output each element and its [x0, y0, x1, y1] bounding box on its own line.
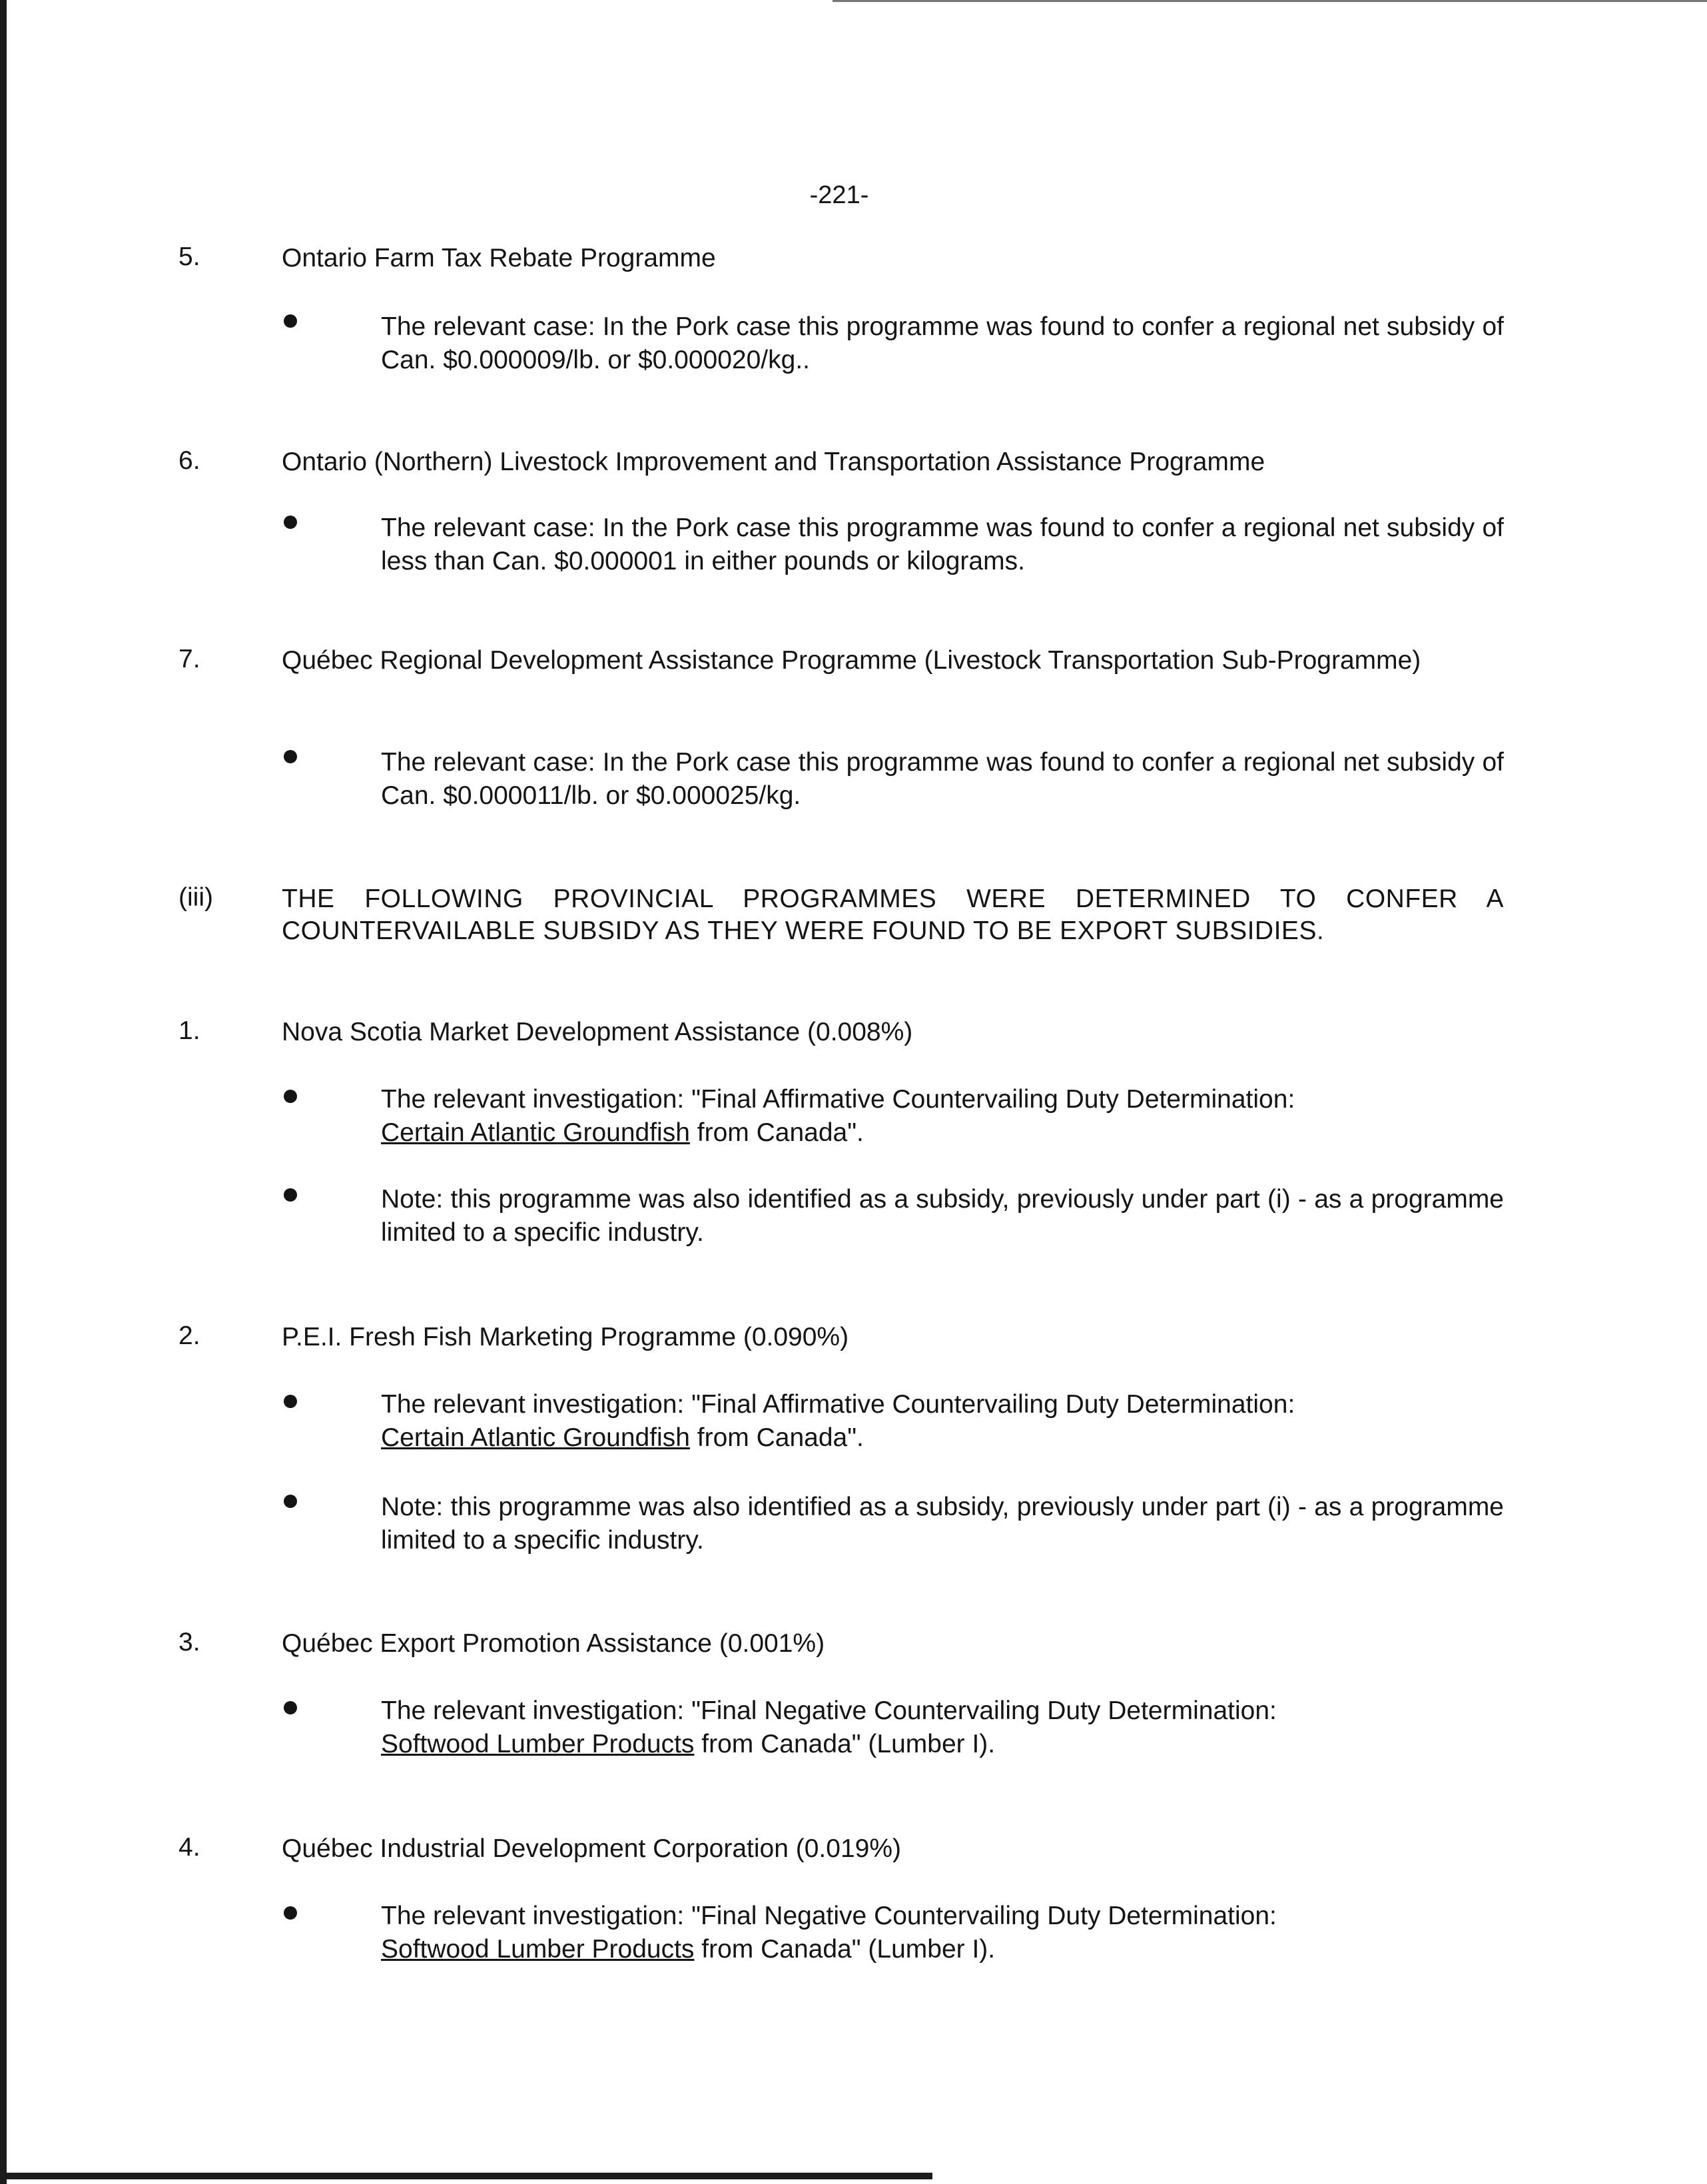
- item-title: P.E.I. Fresh Fish Marketing Programme (0.090%): [282, 1323, 849, 1351]
- item-number: 7.: [178, 645, 200, 673]
- bullet-text: [381, 1694, 1504, 1761]
- bullet-text: [381, 1900, 1504, 1966]
- item-title: Ontario (Northern) Livestock Improvement and Transportation Assistance Programme: [282, 448, 1265, 476]
- item-number: 6.: [178, 446, 200, 475]
- investigation-line: The relevant investigation: "Final Affirmative Countervailing Duty Determination:: [381, 1085, 1295, 1114]
- bullet-icon: [284, 1701, 297, 1714]
- investigation-line-2: [381, 1728, 1504, 1761]
- part-heading: THE FOLLOWING PROVINCIAL PROGRAMMES WERE DETERMINED TO CONFER A COUNTERVAILABLE SUBSIDY AS THEY WERE FOUND TO BE EXPORT SUBSIDIES.: [282, 885, 1504, 945]
- product-name: Certain Atlantic Groundfish: [381, 1423, 690, 1452]
- investigation-tail: from Canada" (Lumber I).: [701, 1730, 996, 1758]
- investigation-line: The relevant investigation: "Final Negative Countervailing Duty Determination:: [381, 1902, 1277, 1930]
- bullet-icon: [284, 1495, 297, 1508]
- investigation-tail: from Canada".: [697, 1118, 864, 1147]
- bullet-text: [381, 1083, 1504, 1150]
- bullet-text: The relevant case: In the Pork case this programme was found to confer a regional net subsidy of Can. $0.000009/lb. or $0.000020/kg..: [381, 312, 1504, 374]
- item-title: Québec Regional Development Assistance Programme (Livestock Transportation Sub-Programme): [282, 646, 1421, 675]
- investigation-line: The relevant investigation: "Final Affirmative Countervailing Duty Determination:: [381, 1390, 1295, 1419]
- scan-border-top: [833, 0, 1707, 2]
- item-number: 5.: [178, 242, 200, 271]
- bullet-text: Note: this programme was also identified as a subsidy, previously under part (i) - as a programme limited to a specific industry.: [381, 1185, 1504, 1247]
- bullet-icon: [284, 516, 297, 529]
- investigation-tail: from Canada".: [697, 1423, 864, 1452]
- bullet-text: The relevant case: In the Pork case this programme was found to confer a regional net subsidy of less than Can. $0.000001 in either pounds or kilograms.: [381, 514, 1504, 575]
- bullet-text: Note: this programme was also identified as a subsidy, previously under part (i) - as a programme limited to a specific industry.: [381, 1493, 1504, 1555]
- bullet-icon: [284, 1395, 297, 1408]
- item-number: 4.: [178, 1833, 200, 1862]
- item-number: 1.: [178, 1016, 200, 1045]
- investigation-line-2: [381, 1933, 1504, 1966]
- item-title: Nova Scotia Market Development Assistance (0.008%): [282, 1018, 913, 1046]
- investigation-line-2: [381, 1421, 1504, 1455]
- investigation-tail: from Canada" (Lumber I).: [701, 1935, 996, 1964]
- investigation-line: The relevant investigation: "Final Negative Countervailing Duty Determination:: [381, 1696, 1277, 1725]
- item-title: Ontario Farm Tax Rebate Programme: [282, 244, 716, 272]
- product-name: Certain Atlantic Groundfish: [381, 1118, 690, 1147]
- page-number: -221-: [809, 181, 869, 209]
- item-title: Québec Industrial Development Corporation (0.019%): [282, 1834, 902, 1863]
- bullet-icon: [284, 1906, 297, 1920]
- bullet-icon: [284, 314, 297, 328]
- part-number: (iii): [178, 883, 213, 912]
- product-name: Softwood Lumber Products: [381, 1730, 695, 1758]
- item-number: 3.: [178, 1628, 200, 1656]
- bullet-text: [381, 1388, 1504, 1455]
- investigation-line-2: [381, 1116, 1504, 1150]
- bullet-text: The relevant case: In the Pork case this programme was found to confer a regional net subsidy of Can. $0.000011/lb. or $0.000025/kg.: [381, 748, 1504, 810]
- bullet-icon: [284, 750, 297, 763]
- scan-border-bottom: [0, 2173, 932, 2179]
- bullet-icon: [284, 1188, 297, 1202]
- item-title: Québec Export Promotion Assistance (0.001%): [282, 1629, 825, 1658]
- scan-border-left: [0, 0, 7, 2184]
- item-number: 2.: [178, 1321, 200, 1350]
- product-name: Softwood Lumber Products: [381, 1935, 695, 1964]
- bullet-icon: [284, 1090, 297, 1103]
